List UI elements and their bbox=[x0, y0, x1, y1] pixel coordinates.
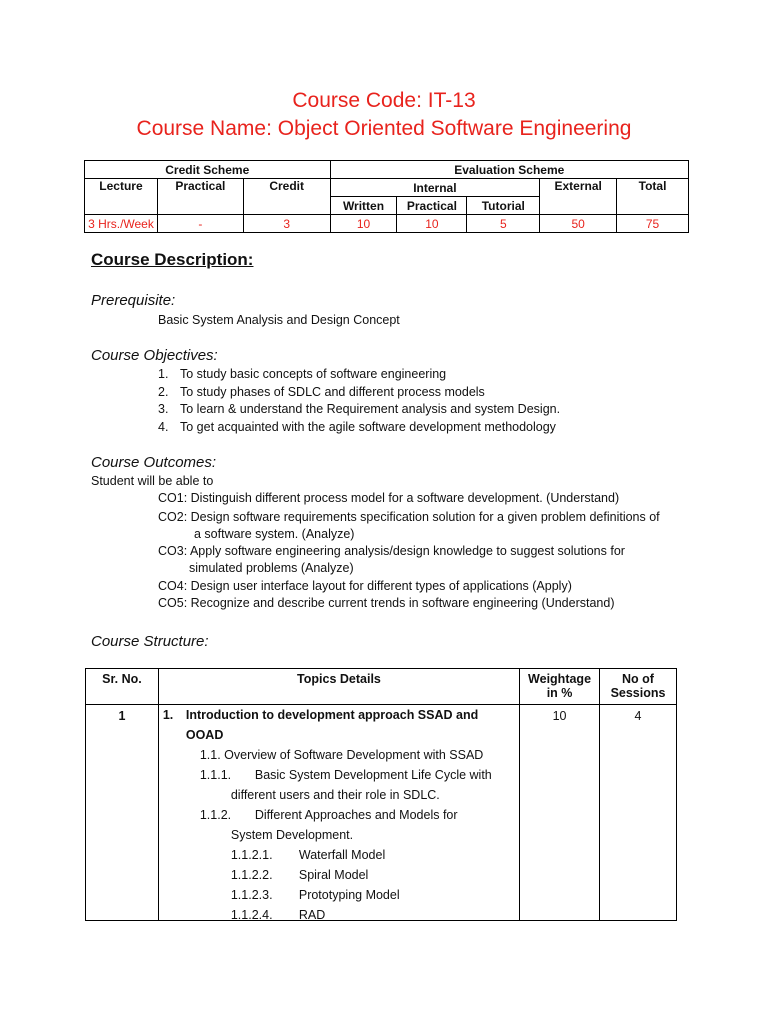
topic-number: 1.1.2. bbox=[199, 808, 232, 822]
topic-line bbox=[200, 808, 458, 822]
topic-text: Different Approaches and Models for bbox=[254, 808, 458, 822]
total-header: Total bbox=[617, 179, 689, 215]
sessions-cell: 4 bbox=[600, 705, 677, 921]
topic-line bbox=[231, 848, 385, 862]
objective-text: To learn & understand the Requirement analysis and system Design. bbox=[180, 402, 561, 416]
written-header: Written bbox=[330, 197, 397, 215]
written-value: 10 bbox=[330, 215, 397, 233]
tutorial-value: 5 bbox=[467, 215, 540, 233]
course-structure-table bbox=[85, 668, 677, 921]
prerequisite-heading: Prerequisite: bbox=[91, 292, 176, 309]
credit-header: Credit bbox=[243, 179, 330, 215]
objective-number: 3. bbox=[158, 402, 169, 416]
weightage-header-line: in % bbox=[546, 686, 573, 700]
outcome-line: CO1: Distinguish different process model for a software development. (Understand) bbox=[158, 491, 620, 505]
topic-number: 1. bbox=[162, 708, 174, 722]
credit-evaluation-table bbox=[84, 160, 689, 233]
practical-value: - bbox=[157, 215, 243, 233]
prerequisite-text: Basic System Analysis and Design Concept bbox=[158, 313, 400, 327]
objective-item bbox=[158, 420, 556, 434]
tutorial-header: Tutorial bbox=[467, 197, 540, 215]
objective-number: 1. bbox=[158, 367, 169, 381]
sessions-header-line: Sessions bbox=[610, 686, 666, 700]
outcome-line: CO2: Design software requirements specification solution for a given problem definitions of bbox=[158, 510, 660, 524]
topic-number: 1.1.2.2. bbox=[230, 868, 273, 882]
sr-no-header: Sr. No. bbox=[86, 669, 159, 705]
lecture-value: 3 Hrs./Week bbox=[85, 215, 158, 233]
external-header: External bbox=[540, 179, 617, 215]
objective-text: To study basic concepts of software engineering bbox=[180, 367, 447, 381]
objectives-heading: Course Objectives: bbox=[91, 347, 218, 364]
objective-item bbox=[158, 367, 446, 381]
sessions-header bbox=[600, 669, 677, 705]
credit-value: 3 bbox=[243, 215, 330, 233]
objective-number: 2. bbox=[158, 385, 169, 399]
topic-line: OOAD bbox=[185, 728, 224, 742]
external-value: 50 bbox=[540, 215, 617, 233]
outcome-line: CO4: Design user interface layout for different types of applications (Apply) bbox=[158, 579, 572, 593]
weightage-cell: 10 bbox=[520, 705, 600, 921]
course-code: Course Code: IT-13 bbox=[292, 89, 476, 112]
objective-item bbox=[158, 402, 560, 416]
topic-number: 1.1.2.4. bbox=[230, 908, 273, 922]
internal-header: Internal bbox=[330, 179, 540, 197]
course-description-heading: Course Description: bbox=[91, 250, 254, 269]
internal-practical-header: Practical bbox=[397, 197, 467, 215]
topic-number: 1.1.1. bbox=[199, 768, 232, 782]
sr-no-cell: 1 bbox=[86, 705, 159, 921]
structure-heading: Course Structure: bbox=[91, 633, 209, 650]
outcome-line: simulated problems (Analyze) bbox=[189, 561, 354, 575]
total-value: 75 bbox=[617, 215, 689, 233]
weightage-header-line: Weightage bbox=[528, 672, 592, 686]
topic-text: RAD bbox=[298, 908, 326, 922]
topic-line bbox=[163, 708, 478, 722]
outcome-line: a software system. (Analyze) bbox=[194, 527, 355, 541]
objective-number: 4. bbox=[158, 420, 169, 434]
sessions-header-line: No of bbox=[622, 672, 654, 686]
topic-text: Introduction to development approach SSAD and bbox=[185, 708, 479, 722]
topic-line bbox=[231, 908, 325, 922]
topic-line: System Development. bbox=[230, 828, 354, 842]
lecture-header: Lecture bbox=[85, 179, 158, 215]
topic-text: Spiral Model bbox=[298, 868, 369, 882]
topic-text: Basic System Development Life Cycle with bbox=[254, 768, 492, 782]
topics-cell bbox=[158, 705, 519, 921]
topic-text: Waterfall Model bbox=[298, 848, 386, 862]
topic-line bbox=[200, 768, 492, 782]
course-name: Course Name: Object Oriented Software Engineering bbox=[136, 117, 632, 140]
objective-text: To get acquainted with the agile software development methodology bbox=[180, 420, 556, 434]
outcome-line: CO3: Apply software engineering analysis/design knowledge to suggest solutions for bbox=[158, 544, 625, 558]
practical-header: Practical bbox=[157, 179, 243, 215]
topic-line bbox=[231, 868, 368, 882]
topic-number: 1.1.2.1. bbox=[230, 848, 273, 862]
evaluation-scheme-header: Evaluation Scheme bbox=[330, 161, 688, 179]
outcomes-heading: Course Outcomes: bbox=[91, 454, 217, 471]
topic-line: 1.1. Overview of Software Development with SSAD bbox=[199, 748, 484, 762]
objective-item bbox=[158, 385, 485, 399]
outcomes-intro: Student will be able to bbox=[91, 474, 214, 488]
table-row bbox=[86, 705, 677, 921]
topic-number: 1.1.2.3. bbox=[230, 888, 273, 902]
topics-header: Topics Details bbox=[158, 669, 519, 705]
credit-scheme-header: Credit Scheme bbox=[85, 161, 331, 179]
topic-line: different users and their role in SDLC. bbox=[230, 788, 440, 802]
topic-line bbox=[231, 888, 400, 902]
internal-practical-value: 10 bbox=[397, 215, 467, 233]
objective-text: To study phases of SDLC and different process models bbox=[180, 385, 485, 399]
outcome-line: CO5: Recognize and describe current trends in software engineering (Understand) bbox=[158, 596, 615, 610]
topic-text: Prototyping Model bbox=[298, 888, 400, 902]
weightage-header bbox=[520, 669, 600, 705]
